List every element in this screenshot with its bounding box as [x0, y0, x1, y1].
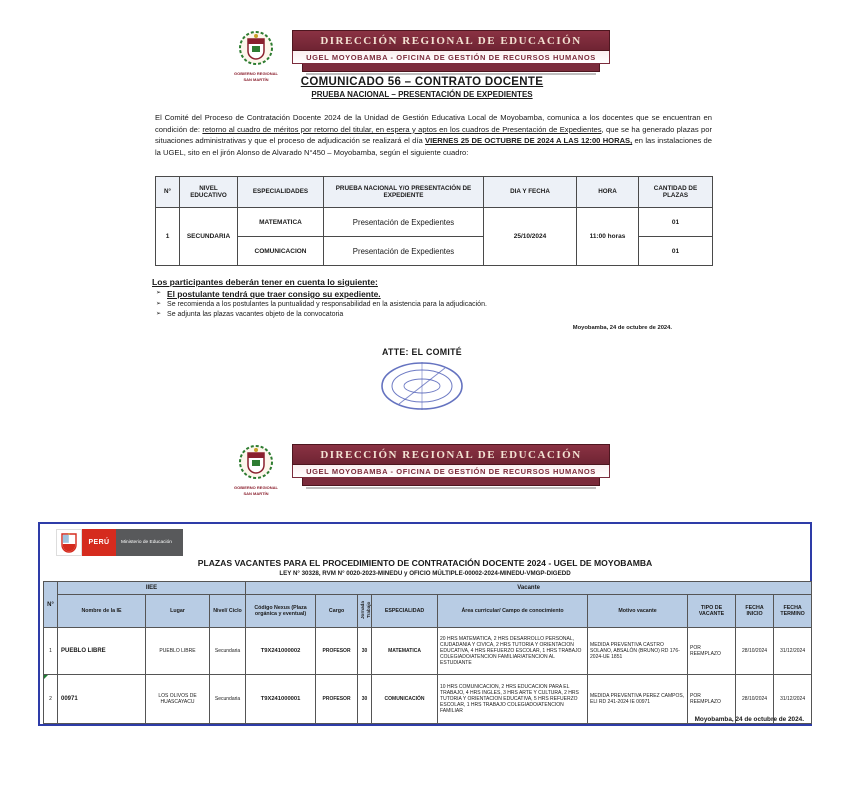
cell-nombre: PUEBLO LIBRE [58, 628, 146, 675]
cell-num: 1 [156, 208, 180, 266]
col-header-fecha: DIA Y FECHA [484, 177, 577, 208]
banner-title: DIRECCIÓN REGIONAL DE EDUCACIÓN [292, 444, 610, 465]
cell-inicio: 28/10/2024 [736, 675, 774, 724]
header-banner [292, 444, 610, 489]
col-header-especialidades: ESPECIALIDADES [238, 177, 324, 208]
note-item [156, 300, 712, 310]
col-header-num: N° [44, 582, 58, 628]
cell-termino: 31/12/2024 [774, 628, 812, 675]
cell-codigo: T9X241000002 [246, 628, 316, 675]
comunicado-title: COMUNICADO 56 – CONTRATO DOCENTE [300, 76, 544, 88]
vacancies-title: PLAZAS VACANTES PARA EL PROCEDIMIENTO DE CONTRATACIÓN DOCENTE 2024 - UGEL DE MOYOBAMBA [197, 558, 653, 568]
cell-codigo: T9X241000001 [246, 675, 316, 724]
header-banner [292, 30, 610, 75]
col-header-jornada [358, 595, 372, 628]
cell-termino: 31/12/2024 [774, 675, 812, 724]
logo-caption-line1: GOBIERNO REGIONAL [234, 71, 279, 76]
banner-title: DIRECCIÓN REGIONAL DE EDUCACIÓN [292, 30, 610, 51]
paragraph-date-highlight: VIERNES 25 DE OCTUBRE DE 2024 A LAS 12:00 HORAS, [425, 136, 633, 146]
cell-num-value: 2 [49, 696, 52, 702]
note-text: Se adjunta las plazas vacantes objeto de la convocatoria [167, 310, 344, 318]
logo-caption-line2: SAN MARTÍN [243, 490, 269, 496]
cell-lugar: PUEBLO LIBRE [146, 628, 210, 675]
bullet-arrow-icon: ➢ [156, 310, 162, 317]
col-header-termino: FECHA TERMINO [774, 595, 812, 628]
note-item [156, 289, 712, 300]
cell-jornada: 30 [358, 628, 372, 675]
paragraph-part1: El Comité del Proceso de Contratación Docente 2024 de la Unidad de Gestión Educativa Local de Moyobamba, comunica a los docentes que se encuentran en condición de: [155, 113, 712, 134]
col-header-especialidad: ESPECIALIDAD [372, 595, 438, 628]
group-header-row [44, 582, 812, 595]
banner-subtitle: UGEL MOYOBAMBA - OFICINA DE GESTIÓN DE RECURSOS HUMANOS [292, 51, 610, 64]
regional-header-2 [0, 444, 844, 496]
regional-header [0, 30, 844, 82]
banner-subtitle: UGEL MOYOBAMBA - OFICINA DE GESTIÓN DE RECURSOS HUMANOS [292, 465, 610, 478]
cell-prueba: Presentación de Expedientes [324, 237, 484, 266]
bullet-arrow-icon: ➢ [156, 301, 162, 307]
note-text: El postulante tendrá que traer consigo su expediente. [167, 289, 381, 299]
comunicado-subtitle: PRUEBA NACIONAL – PRESENTACIÓN DE EXPEDIENTES [311, 90, 533, 99]
cell-plazas: 01 [639, 208, 713, 237]
cell-lugar: LOS OLIVOS DE HUASCAYACU [146, 675, 210, 724]
committee-seal-stamp [0, 360, 844, 412]
cell-nivel: Secundaria [210, 628, 246, 675]
col-header-inicio: FECHA INICIO [736, 595, 774, 628]
cell-area: 20 HRS MATEMATICA, 2 HRS DESARROLLO PERSONAL, CIUDADANIA Y CIVICA, 2 HRS TUTORIA Y ORIENTACION EDUCATIVA, 4 HRS REFUERZO ESCOLAR, 1 HRS TRABAJO COLEGIADO/ATENCION FAMILIAR/ATENCION AL ESTUDIANTE [438, 628, 588, 675]
cell-inicio: 28/10/2024 [736, 628, 774, 675]
col-header-nombre: Nombre de la IE [58, 595, 146, 628]
san-martin-logo [234, 30, 278, 82]
cell-prueba: Presentación de Expedientes [324, 208, 484, 237]
date-line: Moyobamba, 24 de octubre de 2024. [572, 325, 672, 331]
cell-nivel: Secundaria [210, 675, 246, 724]
schedule-header-row [156, 177, 713, 208]
cell-cargo: PROFESOR [316, 675, 358, 724]
col-header-cargo: Cargo [316, 595, 358, 628]
cell-area: 10 HRS COMUNICACION, 2 HRS EDUCACION PARA EL TRABAJO, 4 HRS INGLES, 3 HRS ARTE Y CULTURA, 2 HRS TUTORIA Y ORIENTACION EDUCATIVA, 5 HRS REFUERZO ESCOLAR, 1 HRS TRABAJO COLEGIADO/ATENCION FAMILIAR [438, 675, 588, 724]
divider [306, 487, 596, 489]
col-header-num: N° [156, 177, 180, 208]
col-header-hora: HORA [577, 177, 639, 208]
cell-tipo: POR REEMPLAZO [688, 675, 736, 724]
col-header-plazas: CANTIDAD DE PLAZAS [639, 177, 713, 208]
col-header-nivel: NIVEL EDUCATIVO [180, 177, 238, 208]
col-header-lugar: Lugar [146, 595, 210, 628]
san-martin-logo [234, 444, 278, 496]
col-header-motivo: Motivo vacante [588, 595, 688, 628]
schedule-row-1 [156, 208, 713, 237]
note-item [156, 310, 712, 320]
jornada-vertical-label: Jornada Trabajo [360, 601, 372, 619]
cell-num: 1 [44, 628, 58, 675]
logo-caption-line2: SAN MARTÍN [243, 76, 269, 82]
group-header-iiee: IIEE [58, 582, 246, 595]
cell-plazas: 01 [639, 237, 713, 266]
cell-nombre: 00971 [58, 675, 146, 724]
logo-caption-line1: GOBIERNO REGIONAL [234, 485, 279, 490]
san-martin-coat-of-arms-icon [238, 30, 274, 66]
cell-fecha: 25/10/2024 [484, 208, 577, 266]
paragraph-part3: , que se ha generado plazas por situaciones administrativas y que el proceso de adjudicación se realizará el día [155, 124, 712, 146]
note-text: Se recomienda a los postulantes la puntualidad y responsabilidad en la asistencia para la adjudicación. [167, 301, 487, 308]
vacancies-law-subtitle: LEY N° 30328, RVM N° 0020-2023-MINEDU y OFICIO MÚLTIPLE-00002-2024-MINEDU-VMGP-DIGEDD [279, 570, 571, 577]
body-paragraph [155, 112, 712, 158]
peru-shield-icon [61, 533, 77, 553]
peru-label: PERÚ [82, 529, 116, 556]
cell-especialidad: MATEMATICA [238, 208, 324, 237]
vacancies-document [38, 522, 812, 726]
cell-especialidad: MATEMATICA [372, 628, 438, 675]
cell-motivo: MEDIDA PREVENTIVA PEREZ CAMPOS, ELI RD 241-2024 IE 00971 [588, 675, 688, 724]
minedu-logo [56, 529, 183, 556]
seal-icon [379, 360, 465, 412]
notes-section [152, 277, 712, 331]
peru-coat-of-arms-icon [56, 529, 82, 556]
notes-heading: Los participantes deberán tener en cuenta lo siguiente: [152, 277, 378, 287]
cell-jornada: 30 [358, 675, 372, 724]
paragraph-underlined: retorno al cuadro de méritos por retorno del titular, en espera y aptos en los cuadros de Presentación de Expedientes [202, 124, 602, 134]
atte-line: ATTE: EL COMITÉ [382, 347, 462, 357]
group-header-vacante: Vacante [246, 582, 812, 595]
cell-especialidad: COMUNICACIÓN [372, 675, 438, 724]
table-footer-date: Moyobamba, 24 de octubre de 2024. [694, 716, 804, 723]
cell-cargo: PROFESOR [316, 628, 358, 675]
cell-motivo: MEDIDA PREVENTIVA CASTRO SOLANO, ABSALÓN (BRUNO) RD 176-2024-UE 1851 [588, 628, 688, 675]
san-martin-coat-of-arms-icon [238, 444, 274, 480]
paragraph-part5: en las instalaciones de la UGEL, sito en el jirón Alonso de Alvarado N°450 – Moyobamba, según el siguiente cuadro: [155, 136, 712, 157]
cell-num [44, 675, 58, 724]
cell-hora: 11:00 horas [577, 208, 639, 266]
col-header-codigo: Código Nexus (Plaza orgánica y eventual) [246, 595, 316, 628]
col-header-tipo: TIPO DE VACANTE [688, 595, 736, 628]
vacancy-row [44, 628, 812, 675]
slogan-bar [302, 64, 600, 72]
col-header-area: Área curricular/ Campo de conocimiento [438, 595, 588, 628]
divider [306, 73, 596, 75]
slogan-bar [302, 478, 600, 486]
col-header-nivel: Nivel/ Ciclo [210, 595, 246, 628]
cell-especialidad: COMUNICACION [238, 237, 324, 266]
cell-tipo: POR REEMPLAZO [688, 628, 736, 675]
ministry-label: Ministerio de Educación [116, 529, 183, 556]
cell-corner-marker [44, 675, 48, 679]
cell-nivel: SECUNDARIA [180, 208, 238, 266]
vacancies-header-row [44, 595, 812, 628]
col-header-prueba: PRUEBA NACIONAL Y/O PRESENTACIÓN DE EXPEDIENTE [324, 177, 484, 208]
schedule-table [155, 176, 713, 266]
bullet-arrow-icon: ➢ [156, 290, 162, 296]
vacancies-table [43, 581, 812, 724]
